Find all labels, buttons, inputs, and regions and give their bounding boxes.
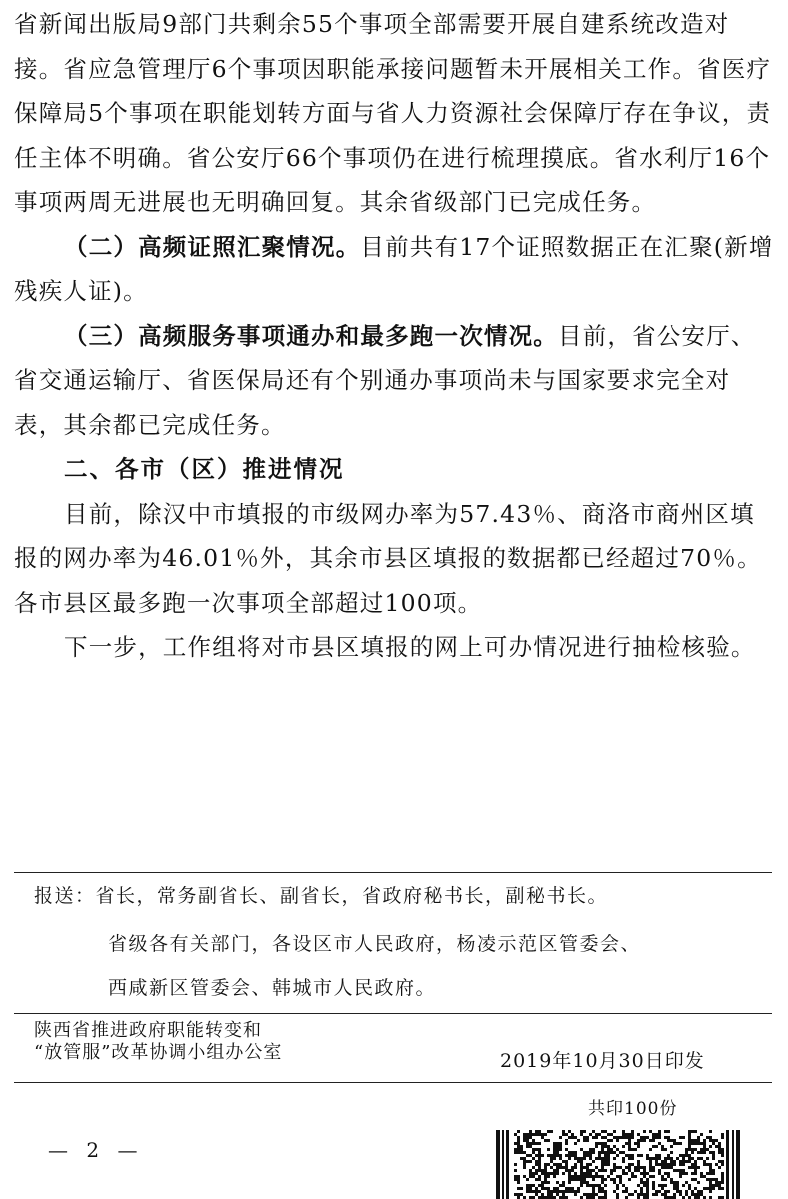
paragraph-services-body: 目前，省公安厅、省交通运输厅、省医保局还有个别通办事项尚未与国家要求完全对表，其余都已完成任务。 bbox=[14, 321, 756, 439]
paragraph-continuation: 省新闻出版局9部门共剩余55个事项全部需要开展自建系统改造对接。省应急管理厅6个事项因职能承接问题暂未开展相关工作。省医疗保障局5个事项在职能划转方面与省人力资源社会保障厅存在争议，责任主体不明确。省公安厅66个事项仍在进行梳理摸底。省水利厅16个事项两周无进展也无明确回复。其余省级部门已完成任务。 bbox=[14, 10, 772, 216]
page-number: — 2 — bbox=[48, 1138, 144, 1162]
body-text bbox=[14, 2, 774, 670]
barcode-icon bbox=[496, 1130, 740, 1199]
section-heading-cities: 二、各市（区）推进情况 bbox=[64, 455, 345, 483]
distribution-line-2: 省级各有关部门，各设区市人民政府，杨凌示范区管委会、 bbox=[108, 933, 642, 955]
distribution-bottom-rule bbox=[14, 1013, 772, 1014]
distribution-line-3: 西咸新区管委会、韩城市人民政府。 bbox=[108, 977, 437, 999]
issue-date: 2019年10月30日印发 bbox=[500, 1050, 705, 1072]
paragraph-services bbox=[14, 314, 774, 448]
section-lead-services: （三）高频服务事项通办和最多跑一次情况。 bbox=[64, 321, 558, 350]
paragraph-next-step: 下一步，工作组将对市县区填报的网上可办情况进行抽检核验。 bbox=[64, 633, 756, 661]
distribution-line-1: 报送：省长，常务副省长、副省长，省政府秘书长，副秘书长。 bbox=[34, 885, 609, 907]
issuing-office-line-1: 陕西省推进政府职能转变和 bbox=[34, 1020, 262, 1041]
footer-rule bbox=[14, 1082, 772, 1083]
issuing-office-line-2: “放管服”改革协调小组办公室 bbox=[34, 1042, 283, 1063]
paragraph-certificates-body: 目前共有17个证照数据正在汇聚(新增残疾人证)。 bbox=[14, 232, 774, 305]
paragraph-certificates bbox=[14, 225, 774, 314]
paragraph-cities: 目前，除汉中市填报的市级网办率为57.43％、商洛市商州区填报的网办率为46.01％外，其余市县区填报的数据都已经超过70％。各市县区最多跑一次事项全部超过100项。 bbox=[14, 499, 762, 617]
distribution-top-rule bbox=[14, 872, 772, 873]
issuing-office bbox=[34, 1020, 282, 1064]
copies-count: 共印100份 bbox=[588, 1099, 678, 1119]
section-lead-certificates: （二）高频证照汇聚情况。 bbox=[64, 232, 361, 261]
